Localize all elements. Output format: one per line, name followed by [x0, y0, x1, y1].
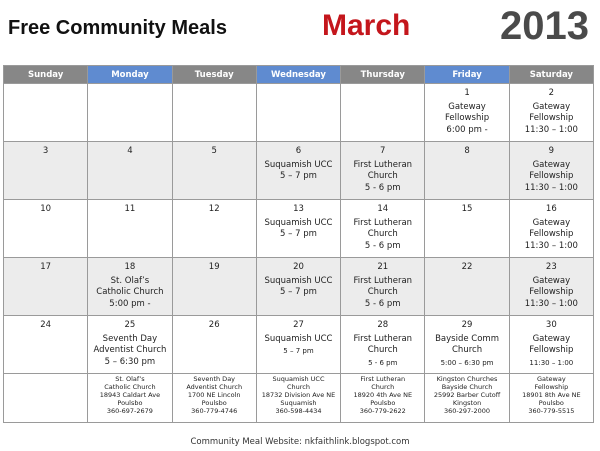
meal-event-line: Seventh Day	[102, 333, 158, 344]
day-number: 2	[548, 88, 555, 98]
church-address-cell	[172, 374, 256, 423]
meal-event-line: Gateway	[448, 101, 486, 112]
day-number: 20	[293, 262, 304, 272]
day-number: 11	[124, 204, 136, 214]
church-address-cell	[88, 374, 172, 423]
week-row	[4, 142, 594, 200]
day-cell	[509, 84, 593, 142]
day-cell	[88, 200, 172, 258]
weekday-header-row	[4, 66, 594, 84]
weekday-header-wednesday: Wednesday	[256, 66, 340, 84]
day-cell	[88, 84, 172, 142]
day-cell	[4, 316, 88, 374]
day-number: 30	[545, 320, 557, 330]
meal-event-line: 5 - 6 pm	[364, 298, 401, 309]
day-cell	[425, 316, 509, 374]
address-line: Fellowship	[534, 383, 569, 391]
meal-time-small: 5 – 7 pm	[283, 347, 314, 355]
address-line: Seventh Day	[193, 375, 236, 383]
meal-event-line: Gateway	[532, 217, 571, 228]
address-line: 360-779-5515	[528, 407, 575, 415]
address-line: 1700 NE Lincoln	[187, 391, 241, 399]
meal-event-line: Suquamish UCC	[264, 159, 333, 170]
day-cell	[172, 258, 256, 316]
website-note: Community Meal Website: nkfaithlink.blogspot.com	[190, 437, 410, 447]
day-number: 5	[211, 146, 217, 156]
day-number: 25	[124, 320, 136, 330]
day-cell	[425, 258, 509, 316]
day-cell	[341, 84, 425, 142]
page-title: Free Community Meals	[8, 17, 227, 39]
meal-time-small: 5 - 6 pm	[368, 358, 398, 367]
day-cell	[88, 258, 172, 316]
day-number: 24	[40, 320, 52, 330]
meal-event-line: 5 - 6 pm	[364, 240, 401, 251]
day-number: 21	[377, 262, 389, 272]
address-line: Poulsbo	[201, 399, 227, 407]
meal-event-line: Church	[367, 287, 398, 297]
day-cell	[509, 258, 593, 316]
day-number: 14	[377, 204, 389, 214]
day-number: 13	[293, 204, 304, 214]
address-line: 18901 8th Ave NE	[522, 391, 581, 399]
day-cell	[256, 316, 340, 374]
meal-event-line: Gateway	[532, 333, 571, 344]
address-line: Bayside Church	[441, 383, 493, 391]
address-line: 18943 Caldart Ave	[99, 391, 161, 399]
day-number: 7	[380, 146, 386, 156]
address-line: Suquamish UCC	[272, 375, 325, 383]
day-number: 18	[124, 262, 136, 272]
day-cell	[88, 142, 172, 200]
weekday-header-sunday: Sunday	[4, 66, 88, 84]
year-title: 2013	[500, 4, 589, 48]
address-line: 18920 4th Ave NE	[353, 391, 413, 399]
weekday-header-thursday: Thursday	[341, 66, 425, 84]
meal-event-line: Fellowship	[529, 287, 574, 297]
meal-event-line: 6:00 pm -	[446, 124, 488, 135]
address-line: Kingston Churches	[436, 375, 498, 383]
day-number: 15	[461, 204, 473, 214]
day-cell	[256, 258, 340, 316]
day-number: 29	[461, 320, 473, 330]
meal-event-line: First Lutheran	[353, 275, 413, 286]
meal-event-line: Adventist Church	[93, 345, 167, 355]
day-cell	[425, 200, 509, 258]
meal-event-line: 5:00 pm -	[109, 298, 151, 309]
meal-event-line: Fellowship	[444, 113, 490, 123]
meal-event-line: Suquamish UCC	[264, 275, 333, 286]
day-number: 26	[208, 320, 220, 330]
meal-event-line: First Lutheran	[353, 333, 413, 344]
address-line: Poulsbo	[370, 399, 396, 407]
address-line: St. Olaf’s	[115, 375, 145, 383]
meal-event-line: 11:30 – 1:00	[524, 182, 578, 193]
day-number: 6	[295, 146, 302, 156]
church-address-cell	[341, 374, 425, 423]
church-address-cell	[509, 374, 593, 423]
address-line: Suquamish	[280, 399, 317, 407]
meal-event-line: St. Olaf’s	[110, 275, 150, 286]
day-cell	[88, 316, 172, 374]
day-number: 16	[545, 204, 557, 214]
day-cell	[172, 142, 256, 200]
meal-event-line: 5 – 7 pm	[280, 287, 317, 297]
meal-event-line: Suquamish UCC	[264, 333, 333, 344]
meal-event-line: First Lutheran	[353, 217, 413, 228]
meal-event-line: Gateway	[532, 275, 571, 286]
day-number: 27	[293, 320, 304, 330]
day-cell	[256, 84, 340, 142]
meal-event-line: Church	[452, 345, 483, 355]
church-address-cell	[4, 374, 88, 423]
meal-event-line: 11:30 – 1:00	[524, 124, 578, 135]
day-cell	[341, 316, 425, 374]
day-number: 3	[42, 146, 49, 156]
day-number: 28	[377, 320, 389, 330]
meal-event-line: 11:30 – 1:00	[524, 298, 578, 309]
address-line: Catholic Church	[104, 383, 156, 391]
day-cell	[256, 200, 340, 258]
day-cell	[341, 258, 425, 316]
meal-event-line: Fellowship	[529, 113, 574, 123]
meal-event-line: 5 – 7 pm	[280, 229, 317, 239]
day-number: 10	[40, 204, 52, 214]
address-line: 25992 Barber Cutoff	[433, 391, 501, 399]
address-line: Church	[371, 383, 395, 391]
week-row	[4, 258, 594, 316]
meal-event-line: Catholic Church	[96, 287, 164, 297]
day-cell	[172, 84, 256, 142]
day-cell	[341, 142, 425, 200]
address-row	[4, 374, 594, 423]
meal-event-line: Church	[367, 171, 398, 181]
address-line: 360-779-4746	[191, 407, 238, 415]
day-cell	[425, 142, 509, 200]
weekday-header-tuesday: Tuesday	[172, 66, 256, 84]
meal-event-line: Church	[367, 229, 398, 239]
address-line: First Lutheran	[360, 375, 406, 383]
day-cell	[425, 84, 509, 142]
day-cell	[509, 316, 593, 374]
calendar-table	[3, 65, 594, 423]
address-line: 360-779-2622	[359, 407, 406, 415]
day-number: 23	[545, 262, 557, 272]
meal-event-line: 5 – 6:30 pm	[104, 356, 156, 367]
address-line: 360-697-2679	[106, 407, 153, 415]
meal-event-line: 5 – 7 pm	[280, 171, 317, 181]
meal-event-line: Bayside Comm	[435, 333, 499, 344]
day-cell	[341, 200, 425, 258]
address-line: Poulsbo	[538, 399, 564, 407]
day-number: 9	[548, 146, 555, 156]
meal-event-line: 11:30 – 1:00	[524, 240, 578, 251]
day-number: 8	[464, 146, 470, 156]
day-number: 4	[127, 146, 133, 156]
meal-event-line: Fellowship	[529, 345, 574, 355]
day-cell	[509, 142, 593, 200]
address-line: Adventist Church	[186, 383, 243, 391]
address-line: Church	[286, 383, 310, 391]
day-cell	[172, 200, 256, 258]
meal-event-line: 5 - 6 pm	[364, 182, 401, 193]
day-cell	[509, 200, 593, 258]
meal-event-line: Fellowship	[529, 229, 574, 239]
day-number: 12	[208, 204, 220, 214]
day-number: 1	[464, 88, 470, 98]
day-cell	[4, 200, 88, 258]
meal-event-line: First Lutheran	[353, 159, 413, 170]
address-line: 360-297-2000	[444, 407, 491, 415]
meal-time-small: 11:30 – 1:00	[529, 358, 574, 367]
meal-event-line: Gateway	[532, 159, 571, 170]
week-row	[4, 84, 594, 142]
weekday-header-saturday: Saturday	[509, 66, 593, 84]
day-number: 17	[40, 262, 52, 272]
month-title: March	[322, 9, 411, 42]
day-cell	[4, 84, 88, 142]
address-line: Kingston	[452, 399, 482, 407]
church-address-cell	[425, 374, 509, 423]
church-address-cell	[256, 374, 340, 423]
address-line: Gateway	[536, 375, 566, 383]
weekday-header-monday: Monday	[88, 66, 172, 84]
meal-time-small: 5:00 – 6:30 pm	[440, 358, 494, 367]
meal-event-line: Church	[367, 345, 398, 355]
meal-event-line: Gateway	[532, 101, 571, 112]
weekday-header-friday: Friday	[425, 66, 509, 84]
meal-event-line: Fellowship	[529, 171, 574, 181]
address-line: Poulsbo	[117, 399, 143, 407]
day-cell	[4, 258, 88, 316]
meal-event-line: Suquamish UCC	[264, 217, 333, 228]
address-line: 18732 Division Ave NE	[261, 391, 336, 399]
day-number: 19	[208, 262, 220, 272]
day-number: 22	[461, 262, 473, 272]
week-row	[4, 200, 594, 258]
day-cell	[172, 316, 256, 374]
address-line: 360-598-4434	[275, 407, 322, 415]
day-cell	[256, 142, 340, 200]
day-cell	[4, 142, 88, 200]
week-row	[4, 316, 594, 374]
